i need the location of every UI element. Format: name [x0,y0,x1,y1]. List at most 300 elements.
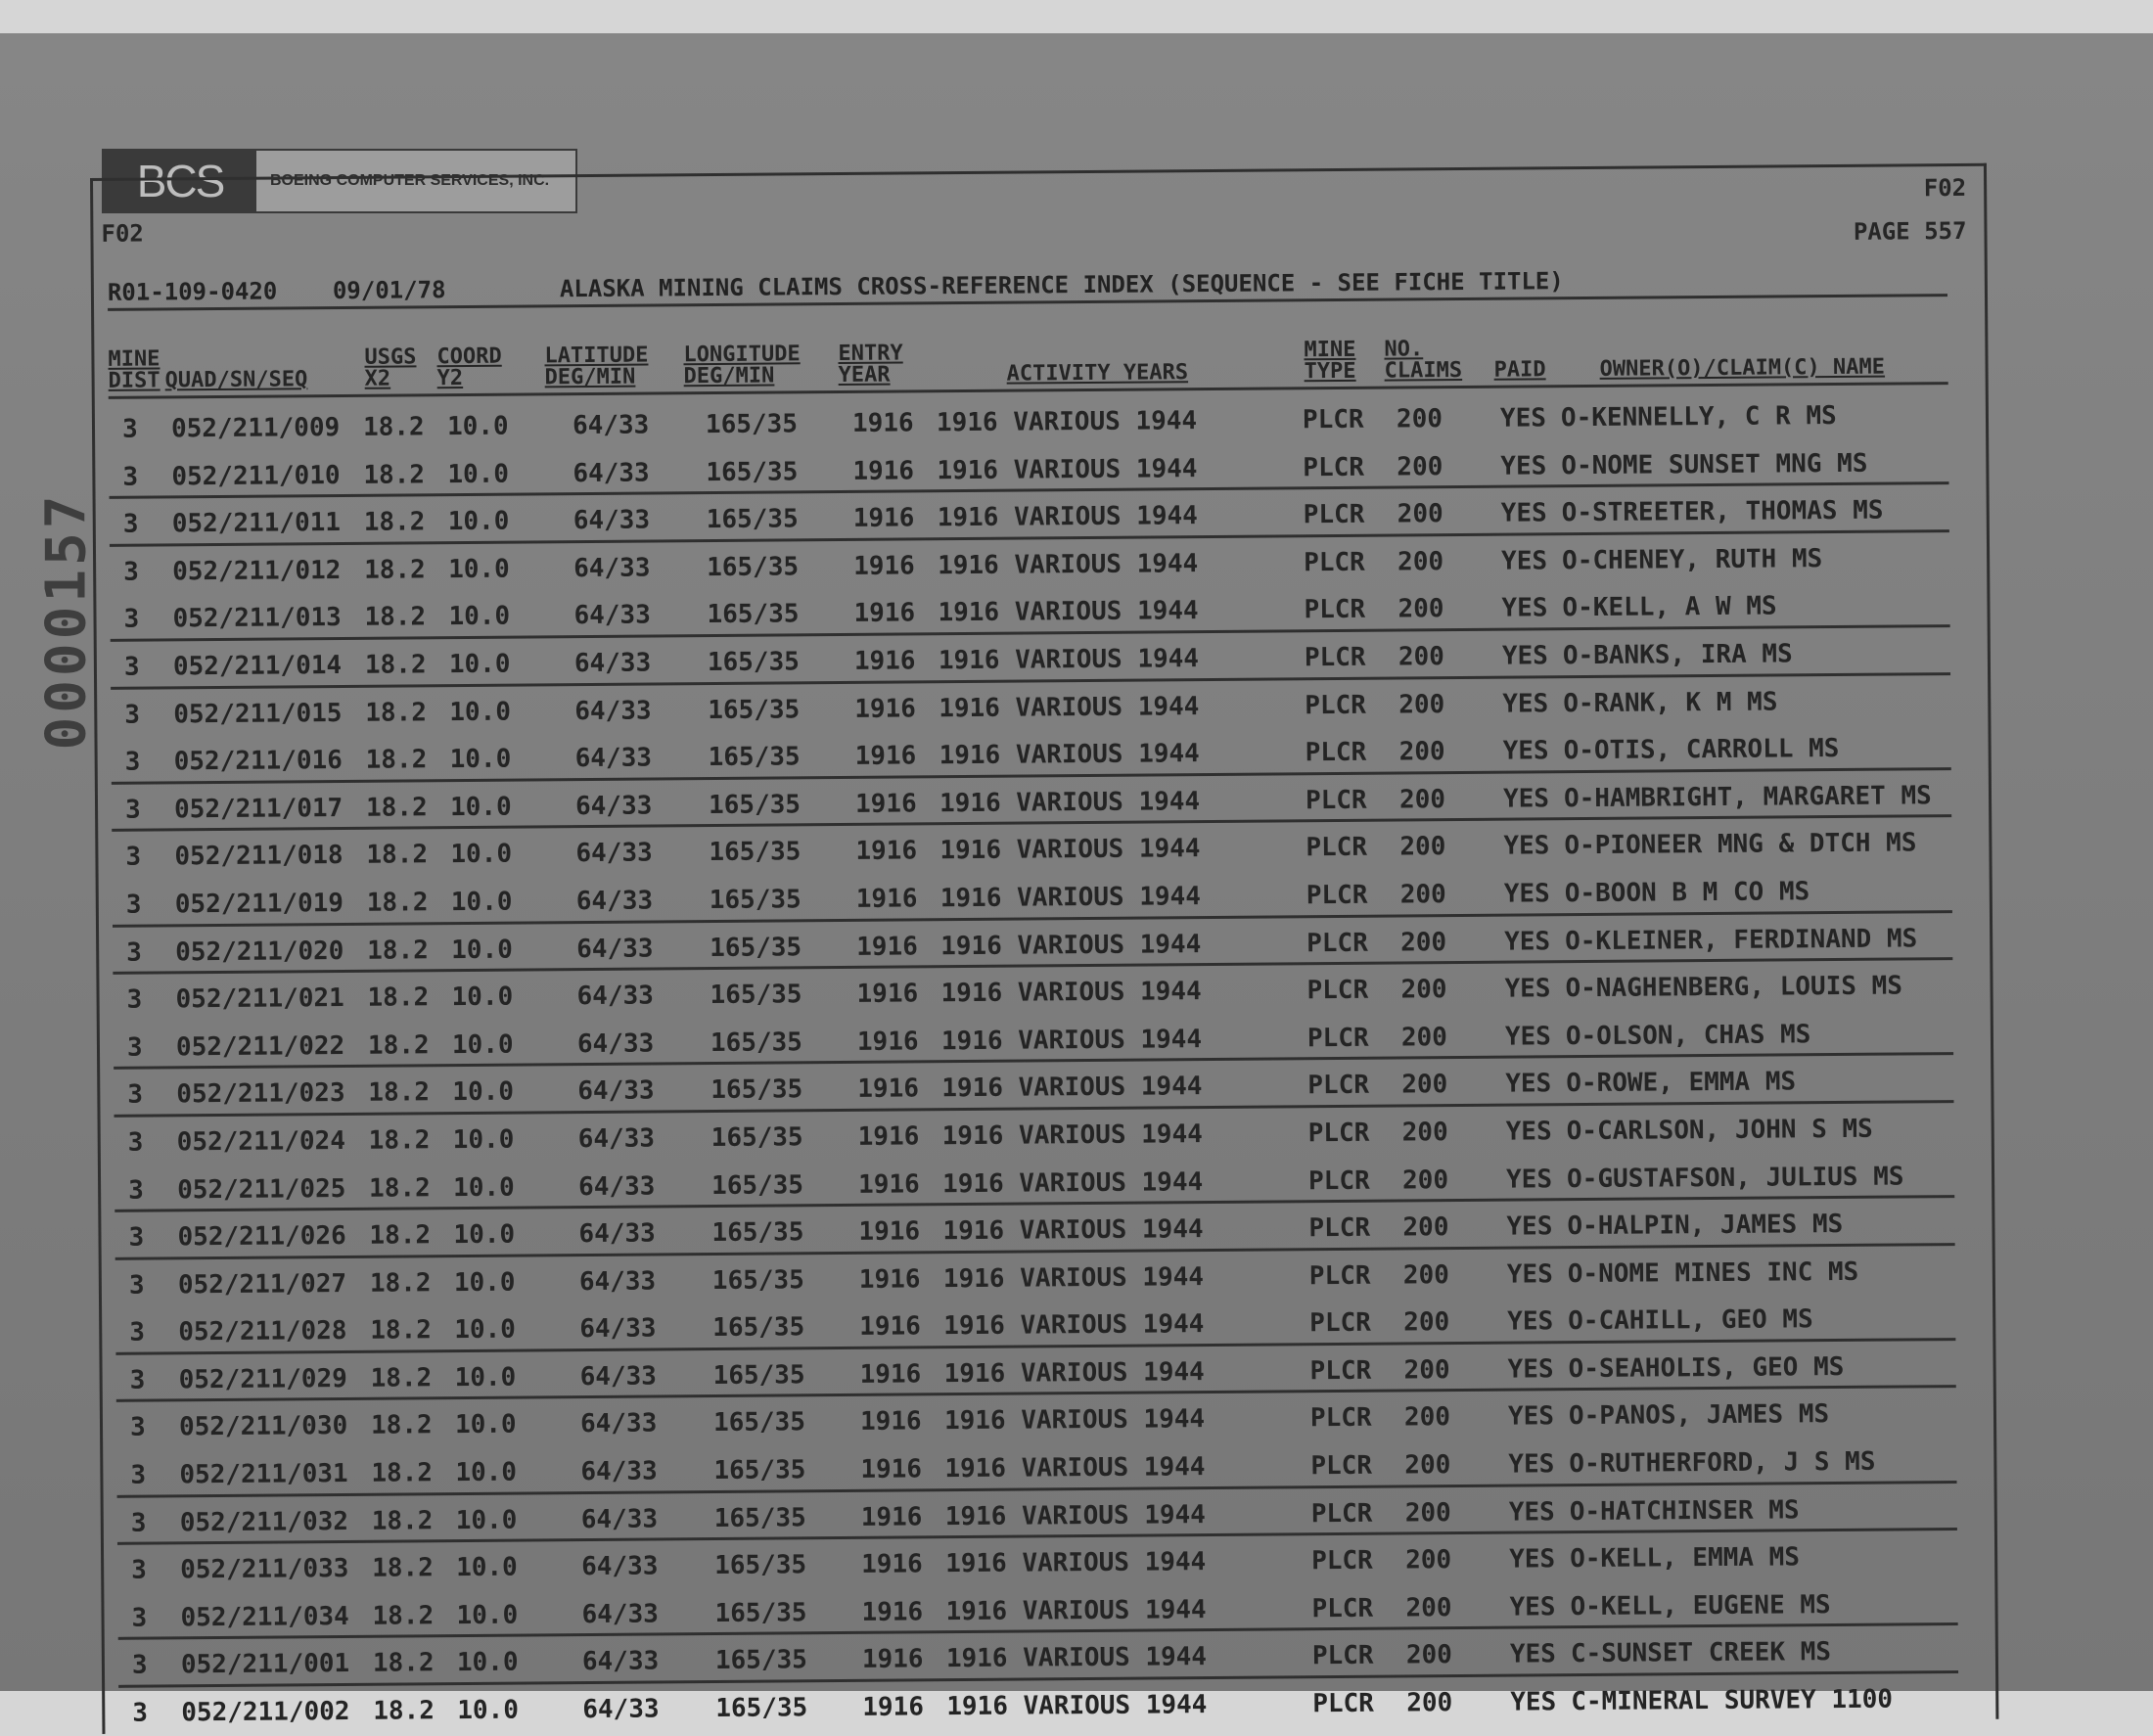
cell-longitude: 165/35 [714,1550,807,1581]
cell-quad: 052/211/015 [173,698,343,729]
cell-mine-dist: 3 [122,462,139,492]
cell-quad: 052/211/028 [178,1316,347,1348]
cell-activity-years: 1916 VARIOUS 1944 [943,1309,1205,1342]
cell-coord-y: 10.0 [451,982,514,1013]
cell-latitude: 64/33 [573,600,651,631]
cell-mine-type: PLCR [1306,928,1368,958]
cell-no-claims: 200 [1400,975,1447,1005]
cell-owner-claim-name: O-GUSTAFSON, JULIUS MS [1566,1161,1904,1194]
cell-latitude: 64/33 [580,1456,658,1487]
cell-mine-type: PLCR [1309,1355,1372,1387]
cell-owner-claim-name: O-BANKS, IRA MS [1562,639,1793,671]
cell-longitude: 165/35 [707,599,800,630]
cell-mine-dist: 3 [126,1032,143,1063]
header-owner-claim-name: OWNER(O)/CLAIM(C) NAME [1599,354,1886,382]
cell-longitude: 165/35 [713,1455,806,1486]
report-header-line [108,260,1947,311]
cell-mine-type: PLCR [1306,975,1369,1006]
cell-latitude: 64/33 [574,743,653,774]
cell-no-claims: 200 [1401,1118,1448,1148]
cell-quad: 052/211/020 [175,936,344,967]
cell-owner-claim-name: O-CARLSON, JOHN S MS [1566,1114,1873,1147]
cell-owner-claim-name: O-PANOS, JAMES MS [1568,1399,1830,1432]
cell-quad: 052/211/010 [171,460,341,491]
cell-mine-dist: 3 [130,1460,147,1490]
cell-usgs-x: 18.2 [368,1125,431,1156]
cell-quad: 052/211/002 [181,1696,350,1728]
cell-latitude: 64/33 [577,1123,656,1155]
cell-coord-y: 10.0 [456,1600,519,1630]
cell-latitude: 64/33 [574,696,652,726]
cell-coord-y: 10.0 [454,1314,516,1346]
cell-no-claims: 200 [1404,1450,1451,1481]
cell-coord-y: 10.0 [449,744,512,775]
cell-usgs-x: 18.2 [372,1553,434,1584]
cell-mine-dist: 3 [130,1508,147,1538]
cell-paid: YES [1509,1639,1556,1670]
cell-longitude: 165/35 [709,837,802,868]
cell-mine-dist: 3 [123,652,140,682]
cell-no-claims: 200 [1397,642,1444,672]
cell-mine-type: PLCR [1309,1403,1372,1434]
cell-mine-dist: 3 [131,1651,148,1681]
cell-coord-y: 10.0 [455,1505,518,1535]
cell-no-claims: 200 [1398,737,1445,767]
cell-paid: YES [1509,1592,1556,1622]
cell-usgs-x: 18.2 [365,793,428,823]
cell-longitude: 165/35 [710,980,802,1011]
cell-latitude: 64/33 [573,553,651,583]
cell-entry-year: 1916 [861,1597,924,1627]
cell-longitude: 165/35 [710,1122,803,1153]
cell-coord-y: 10.0 [449,697,512,727]
cell-mine-type: PLCR [1303,499,1365,530]
cell-paid: YES [1504,974,1551,1004]
cell-quad: 052/211/031 [179,1459,348,1490]
cell-usgs-x: 18.2 [363,507,426,538]
cell-no-claims: 200 [1402,1212,1449,1243]
header-usgs-x: USGS X2 [364,344,417,391]
cell-mine-dist: 3 [131,1555,147,1585]
cell-longitude: 165/35 [713,1502,806,1533]
cell-latitude: 64/33 [579,1313,657,1345]
cell-quad: 052/211/012 [172,555,342,587]
cell-longitude: 165/35 [706,504,799,535]
cell-longitude: 165/35 [710,1169,804,1201]
header-mine-type: MINE TYPE [1304,337,1356,385]
cell-paid: YES [1507,1306,1554,1337]
cell-quad: 052/211/019 [174,888,344,920]
cell-mine-dist: 3 [121,414,138,444]
cell-usgs-x: 18.2 [368,1077,431,1109]
cell-activity-years: 1916 VARIOUS 1944 [936,406,1198,438]
cell-activity-years: 1916 VARIOUS 1944 [938,644,1200,676]
cell-quad: 052/211/026 [177,1221,346,1253]
cell-mine-dist: 3 [129,1365,146,1395]
cell-mine-dist: 3 [126,984,143,1015]
cell-longitude: 165/35 [712,1407,806,1439]
header-latitude: LATITUDE DEG/MIN [544,343,649,390]
cell-coord-y: 10.0 [451,1029,514,1060]
cell-mine-type: PLCR [1311,1641,1374,1671]
header-mine-dist: MINE DIST [108,346,160,393]
cell-activity-years: 1916 VARIOUS 1944 [941,1166,1204,1199]
cell-entry-year: 1916 [851,408,914,438]
cell-entry-year: 1916 [857,1121,920,1152]
cell-longitude: 165/35 [710,932,802,963]
cell-coord-y: 10.0 [452,1124,515,1156]
cell-latitude: 64/33 [578,1218,656,1250]
cell-mine-dist: 3 [124,700,141,730]
cell-longitude: 165/35 [711,1217,804,1249]
cell-usgs-x: 18.2 [367,982,430,1013]
cell-latitude: 64/33 [575,838,653,869]
cell-activity-years: 1916 VARIOUS 1944 [941,1072,1203,1104]
cell-activity-years: 1916 VARIOUS 1944 [945,1594,1207,1627]
cell-latitude: 64/33 [575,886,654,917]
cell-mine-dist: 3 [125,890,142,920]
cell-no-claims: 200 [1404,1497,1451,1529]
cell-coord-y: 10.0 [448,602,511,632]
cell-quad: 052/211/027 [177,1268,347,1301]
header-longitude: LONGITUDE DEG/MIN [683,342,801,389]
cell-latitude: 64/33 [572,410,650,441]
page-number: PAGE 557 [1853,216,1967,246]
cell-coord-y: 10.0 [456,1648,519,1678]
cell-mine-type: PLCR [1312,1688,1375,1719]
cell-quad: 052/211/032 [179,1506,349,1537]
cell-latitude: 64/33 [576,981,654,1012]
cell-quad: 052/211/033 [180,1554,349,1585]
cell-entry-year: 1916 [856,979,919,1009]
cell-longitude: 165/35 [709,885,802,915]
fiche-sheet [0,33,2153,1728]
cell-mine-type: PLCR [1304,595,1366,625]
cell-no-claims: 200 [1401,1165,1449,1195]
cell-longitude: 165/35 [708,742,801,773]
cell-coord-y: 10.0 [447,506,510,537]
cell-activity-years: 1916 VARIOUS 1944 [939,739,1200,771]
cell-latitude: 64/33 [577,1075,655,1107]
cell-paid: YES [1507,1354,1554,1385]
cell-longitude: 165/35 [714,1598,807,1628]
cell-mine-dist: 3 [132,1698,149,1728]
cell-coord-y: 10.0 [451,935,513,965]
cell-coord-y: 10.0 [448,554,510,584]
cell-usgs-x: 18.2 [370,1410,433,1441]
cell-owner-claim-name: O-KELL, EUGENE MS [1570,1589,1831,1622]
cell-longitude: 165/35 [714,1645,807,1676]
cell-entry-year: 1916 [854,693,917,724]
cell-entry-year: 1916 [861,1549,923,1580]
cell-paid: YES [1499,403,1547,434]
cell-longitude: 165/35 [708,790,802,820]
cell-entry-year: 1916 [856,931,918,962]
header-entry-year: ENTRY YEAR [838,341,903,388]
cell-owner-claim-name: O-OTIS, CARROLL MS [1563,734,1840,766]
cell-entry-year: 1916 [853,646,916,676]
column-headers [108,309,1948,399]
cell-mine-type: PLCR [1305,737,1367,768]
cell-paid: YES [1501,546,1548,576]
cell-owner-claim-name: O-CHENEY, RUTH MS [1561,543,1823,575]
serial-stamp: 0000157 [34,490,99,751]
cell-no-claims: 200 [1398,689,1445,720]
cell-paid: YES [1505,1069,1552,1099]
cell-quad: 052/211/021 [175,983,344,1015]
cell-usgs-x: 18.2 [371,1505,434,1536]
cell-mine-type: PLCR [1307,1165,1370,1196]
cell-usgs-x: 18.2 [369,1267,432,1299]
cell-mine-type: PLCR [1308,1260,1371,1291]
cell-coord-y: 10.0 [454,1410,517,1440]
cell-mine-type: PLCR [1307,1118,1370,1149]
cell-usgs-x: 18.2 [372,1648,435,1679]
cell-latitude: 64/33 [577,1170,656,1202]
cell-entry-year: 1916 [857,1168,920,1200]
cell-owner-claim-name: O-HAMBRIGHT, MARGARET MS [1563,780,1932,813]
cell-entry-year: 1916 [859,1406,922,1438]
cell-no-claims: 200 [1400,927,1447,958]
cell-paid: YES [1503,879,1550,909]
cell-latitude: 64/33 [579,1408,658,1439]
cell-paid: YES [1507,1401,1555,1433]
cell-mine-dist: 3 [122,509,139,539]
cell-no-claims: 200 [1397,546,1444,577]
cell-latitude: 64/33 [580,1504,659,1534]
cell-longitude: 165/35 [715,1693,808,1724]
cell-mine-dist: 3 [127,1127,144,1158]
cell-mine-type: PLCR [1305,690,1367,720]
cell-activity-years: 1916 VARIOUS 1944 [940,929,1202,961]
cell-mine-type: PLCR [1311,1545,1373,1576]
cell-coord-y: 10.0 [452,1076,515,1108]
cell-coord-y: 10.0 [454,1362,517,1393]
cell-no-claims: 200 [1399,832,1446,862]
cell-entry-year: 1916 [855,836,918,867]
cell-longitude: 165/35 [711,1264,804,1296]
cell-paid: YES [1502,736,1549,766]
cell-mine-type: PLCR [1304,547,1365,578]
cell-latitude: 64/33 [581,1646,660,1677]
cell-entry-year: 1916 [852,503,915,534]
cell-paid: YES [1505,1117,1552,1147]
cell-latitude: 64/33 [582,1694,660,1725]
cell-activity-years: 1916 VARIOUS 1944 [942,1261,1205,1294]
cell-paid: YES [1500,498,1547,528]
cell-owner-claim-name: O-NOME SUNSET MNG MS [1561,448,1868,480]
cell-paid: YES [1504,1022,1552,1052]
cell-mine-dist: 3 [131,1603,148,1633]
cell-latitude: 64/33 [573,458,650,488]
cell-entry-year: 1916 [853,598,916,629]
cell-mine-type: PLCR [1306,833,1368,863]
cell-no-claims: 200 [1401,1070,1448,1100]
cell-mine-dist: 3 [124,795,141,825]
cell-usgs-x: 18.2 [373,1696,435,1726]
cell-latitude: 64/33 [574,791,653,821]
cell-mine-dist: 3 [123,557,139,587]
cell-quad: 052/211/023 [176,1078,345,1110]
cell-mine-type: PLCR [1303,452,1365,482]
claims-table-body [109,389,1959,1735]
cell-activity-years: 1916 VARIOUS 1944 [945,1547,1207,1579]
cell-usgs-x: 18.2 [369,1220,432,1251]
cell-activity-years: 1916 VARIOUS 1944 [943,1356,1205,1390]
cell-latitude: 64/33 [573,648,652,679]
cell-paid: YES [1501,593,1548,624]
cell-mine-dist: 3 [129,1317,146,1348]
cell-coord-y: 10.0 [456,1552,518,1583]
cell-owner-claim-name: O-STREETER, THOMAS MS [1561,495,1884,528]
cell-activity-years: 1916 VARIOUS 1944 [940,977,1202,1009]
cell-coord-y: 10.0 [453,1267,516,1298]
cell-quad: 052/211/009 [170,413,341,444]
cell-usgs-x: 18.2 [366,840,429,871]
cell-owner-claim-name: O-HALPIN, JAMES MS [1567,1210,1844,1242]
cell-owner-claim-name: O-BOON B M CO MS [1564,877,1810,909]
cell-entry-year: 1916 [853,551,915,581]
cell-usgs-x: 18.2 [364,602,427,633]
cell-usgs-x: 18.2 [368,1172,431,1204]
cell-entry-year: 1916 [858,1264,921,1295]
cell-owner-claim-name: O-KENNELLY, C R MS [1560,400,1837,434]
cell-paid: YES [1503,831,1550,862]
cell-paid: YES [1502,784,1550,814]
cell-owner-claim-name: O-KLEINER, FERDINAND MS [1565,923,1918,956]
cell-paid: YES [1504,926,1551,957]
cell-paid: YES [1510,1687,1557,1717]
cell-no-claims: 200 [1398,784,1446,815]
cell-no-claims: 200 [1402,1259,1449,1291]
cell-entry-year: 1916 [854,789,917,819]
cell-longitude: 165/35 [705,409,799,440]
cell-usgs-x: 18.2 [372,1601,435,1631]
cell-activity-years: 1916 VARIOUS 1944 [939,786,1201,818]
cell-quad: 052/211/029 [178,1363,347,1395]
cell-quad: 052/211/016 [173,746,343,777]
cell-usgs-x: 18.2 [365,697,428,728]
cell-no-claims: 200 [1397,594,1444,624]
header-no-claims: NO. CLAIMS [1384,337,1463,384]
report-title: ALASKA MINING CLAIMS CROSS-REFERENCE INDEX (SEQUENCE - SEE FICHE TITLE) [559,267,1564,303]
cell-no-claims: 200 [1403,1402,1451,1433]
cell-longitude: 165/35 [708,694,801,725]
cell-usgs-x: 18.2 [367,1030,430,1061]
cell-coord-y: 10.0 [450,887,513,918]
cell-usgs-x: 18.2 [365,745,428,775]
cell-no-claims: 200 [1397,451,1443,482]
cell-activity-years: 1916 VARIOUS 1944 [940,1024,1203,1056]
cell-mine-type: PLCR [1310,1498,1373,1529]
cell-usgs-x: 18.2 [370,1315,433,1347]
cell-mine-type: PLCR [1309,1308,1371,1339]
cell-activity-years: 1916 VARIOUS 1944 [938,596,1199,628]
cell-quad: 052/211/001 [180,1649,350,1680]
cell-paid: YES [1506,1258,1553,1290]
cell-owner-claim-name: O-PIONEER MNG & DTCH MS [1564,828,1917,861]
cell-entry-year: 1916 [860,1454,923,1485]
cell-activity-years: 1916 VARIOUS 1944 [944,1499,1206,1531]
cell-activity-years: 1916 VARIOUS 1944 [939,834,1201,866]
cell-mine-dist: 3 [128,1270,145,1301]
cell-entry-year: 1916 [854,741,917,772]
logo-mark: BCS [104,151,256,211]
cell-mine-type: PLCR [1305,785,1367,816]
cell-paid: YES [1508,1496,1555,1528]
cell-mine-type: PLCR [1306,1023,1369,1053]
cell-quad: 052/211/024 [176,1125,346,1158]
cell-paid: YES [1501,641,1548,671]
cell-longitude: 165/35 [710,1074,803,1106]
cell-quad: 052/211/022 [175,1030,345,1063]
cell-latitude: 64/33 [581,1551,659,1582]
cell-latitude: 64/33 [576,1028,655,1059]
cell-activity-years: 1916 VARIOUS 1944 [937,501,1198,533]
cell-mine-dist: 3 [128,1222,145,1253]
cell-latitude: 64/33 [579,1361,658,1392]
header-quad: QUAD/SN/SEQ [164,367,308,393]
cell-no-claims: 200 [1403,1307,1450,1338]
cell-no-claims: 200 [1397,499,1443,529]
cell-entry-year: 1916 [860,1502,923,1532]
cell-activity-years: 1916 VARIOUS 1944 [942,1214,1204,1247]
cell-latitude: 64/33 [581,1599,659,1629]
cell-mine-dist: 3 [125,842,142,873]
cell-owner-claim-name: O-NOME MINES INC MS [1567,1256,1859,1289]
cell-activity-years: 1916 VARIOUS 1944 [939,691,1200,723]
cell-longitude: 165/35 [707,552,800,582]
cell-coord-y: 10.0 [449,792,512,822]
cell-no-claims: 200 [1405,1545,1452,1576]
cell-no-claims: 200 [1405,1592,1452,1623]
cell-activity-years: 1916 VARIOUS 1944 [941,1119,1203,1152]
cell-owner-claim-name: O-OLSON, CHAS MS [1565,1019,1811,1051]
cell-activity-years: 1916 VARIOUS 1944 [945,1642,1208,1674]
cell-entry-year: 1916 [856,1027,919,1057]
cell-no-claims: 200 [1405,1640,1452,1670]
cell-paid: YES [1506,1211,1553,1242]
cell-mine-dist: 3 [127,1079,144,1111]
cell-usgs-x: 18.2 [364,650,427,680]
cell-usgs-x: 18.2 [362,412,425,442]
cell-activity-years: 1916 VARIOUS 1944 [946,1690,1208,1722]
cell-no-claims: 200 [1400,1022,1448,1053]
cell-entry-year: 1916 [855,884,918,914]
cell-quad: 052/211/018 [174,841,344,872]
cell-owner-claim-name: O-KELL, EMMA MS [1570,1542,1801,1575]
cell-coord-y: 10.0 [453,1219,516,1251]
cell-coord-y: 10.0 [446,411,509,442]
cell-entry-year: 1916 [857,1074,920,1105]
header-activity-years: ACTIVITY YEARS [1006,360,1189,387]
cell-entry-year: 1916 [861,1644,924,1675]
cell-owner-claim-name: C-SUNSET CREEK MS [1570,1637,1832,1669]
cell-mine-type: PLCR [1307,1071,1370,1101]
cell-coord-y: 10.0 [457,1695,520,1726]
cell-activity-years: 1916 VARIOUS 1944 [944,1452,1206,1485]
cell-entry-year: 1916 [859,1359,922,1390]
cell-longitude: 165/35 [712,1360,805,1391]
cell-quad: 052/211/025 [177,1173,346,1205]
cell-usgs-x: 18.2 [367,935,429,966]
cell-quad: 052/211/034 [180,1601,349,1633]
cell-no-claims: 200 [1396,404,1443,434]
cell-mine-type: PLCR [1311,1593,1374,1624]
cell-activity-years: 1916 VARIOUS 1944 [939,882,1202,914]
cell-no-claims: 200 [1406,1688,1453,1718]
cell-owner-claim-name: O-NAGHENBERG, LOUIS MS [1565,971,1903,1004]
